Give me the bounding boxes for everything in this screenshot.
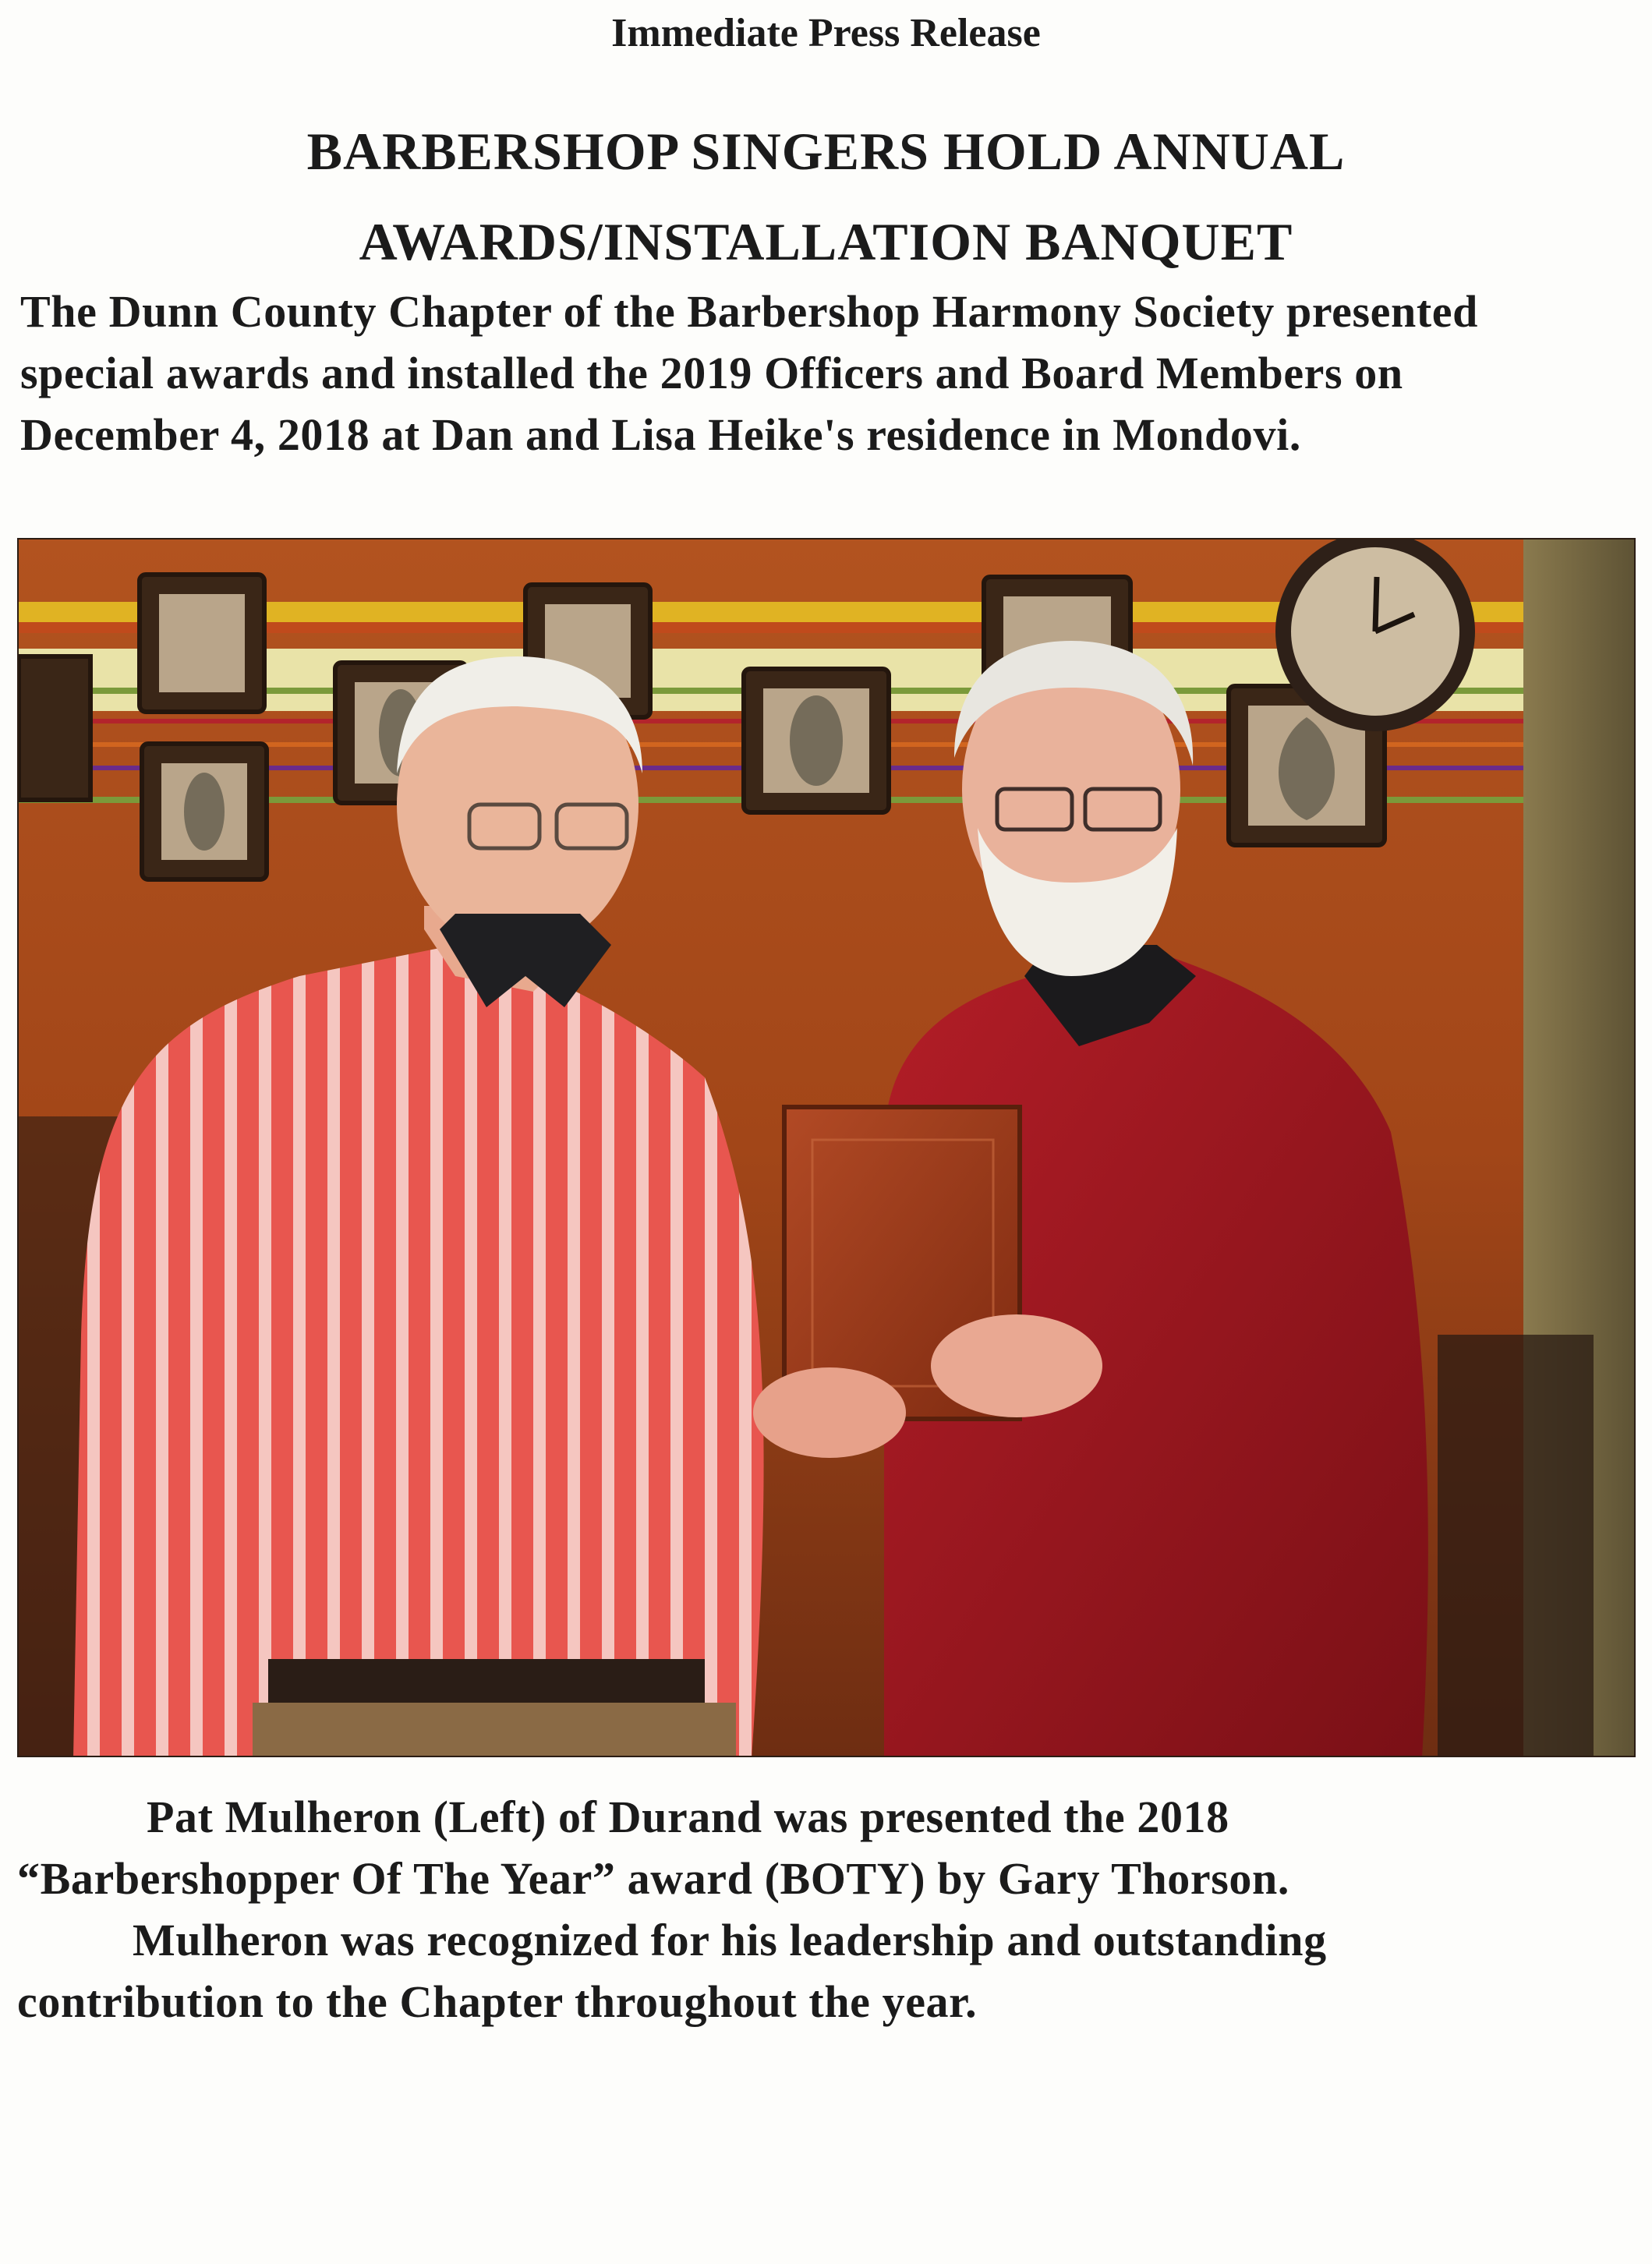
photo-caption bbox=[17, 1786, 1623, 2032]
award-photo bbox=[17, 538, 1636, 1757]
caption-line-1: Pat Mulheron (Left) of Durand was presented the 2018 bbox=[147, 1792, 1229, 1842]
caption-line-2: “Barbershopper Of The Year” award (BOTY) by Gary Thorson. bbox=[17, 1853, 1289, 1904]
lede-paragraph: The Dunn County Chapter of the Barbershop Harmony Society presented special awards and installed the 2019 Officers and Board Members on December 4, 2018 at Dan and Lisa Heike's residence in Mondovi. bbox=[20, 286, 1478, 460]
caption-line-4: contribution to the Chapter throughout the year. bbox=[17, 1976, 978, 2027]
headline-line-2: AWARDS/INSTALLATION BANQUET bbox=[359, 212, 1293, 271]
caption-line-3: Mulheron was recognized for his leadership and outstanding bbox=[133, 1915, 1327, 1965]
headline-line-1: BARBERSHOP SINGERS HOLD ANNUAL bbox=[306, 122, 1346, 181]
press-release-label: Immediate Press Release bbox=[611, 11, 1041, 55]
